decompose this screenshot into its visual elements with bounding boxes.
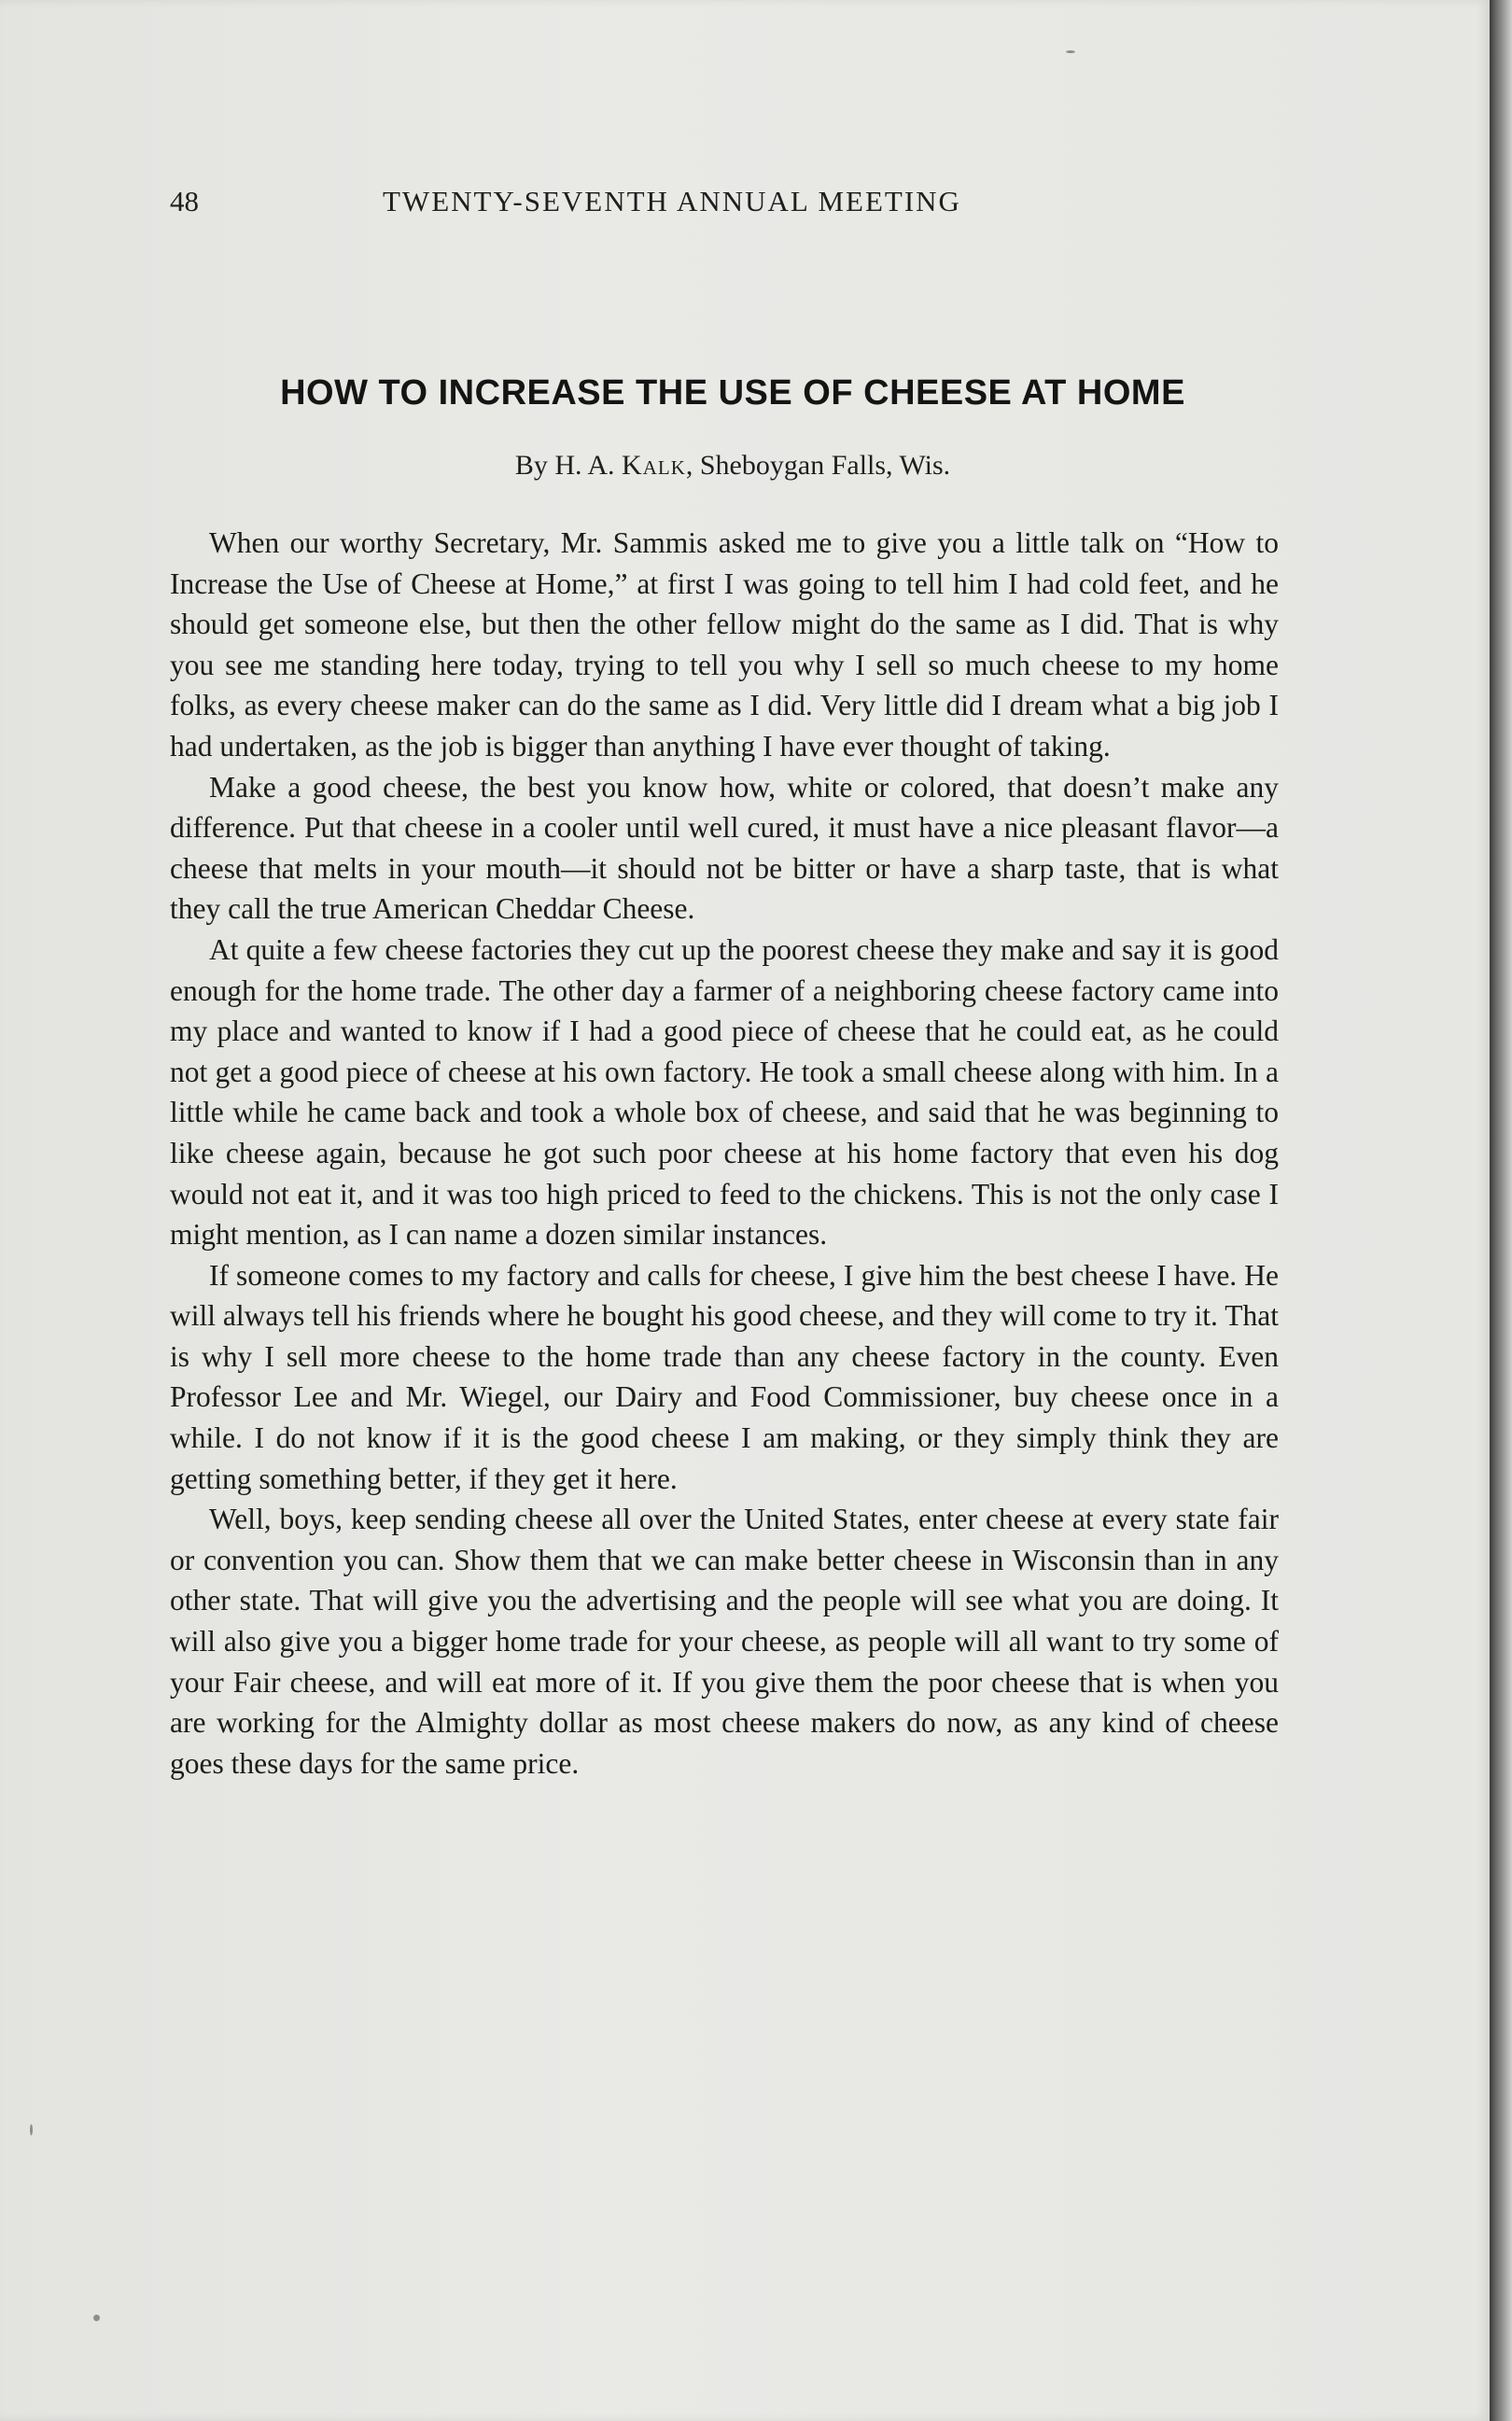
paragraph-1: When our worthy Secretary, Mr. Sammis asked me to give you a little talk on “How to Increase the Use of Cheese at Home,” at first I was going to tell him I had cold feet, and he should get someone else, but then the other fellow might do the same as I did. That is why you see me standing here today, trying to tell you why I sell so much cheese to my home folks, as every cheese maker can do the same as I did. Very little did I dream what a big job I had undertaken, as the job is bigger than anything I have ever thought of taking. [170,526,1279,763]
running-head [170,185,1297,222]
paper-speck [93,2315,100,2321]
byline-prefix: By H. A. [514,450,623,481]
paragraph-3: At quite a few cheese factories they cut up the poorest cheese they make and say it is good enough for the home trade. The other day a farmer of a neighboring cheese factory came into my place and wanted to know if I had a good piece of cheese that he could eat, as he could not get a good piece of cheese at his own factory. He took a small cheese along with him. In a little while he came back and took a whole box of cheese, and said that he was beginning to like cheese again, because he got such poor cheese at his home factory that even his dog would not eat it, and it was too high priced to feed to the chickens. This is not the only case I might mention, as I can name a dozen similar instances. [170,932,1279,1252]
byline [159,450,1307,482]
paragraph-5: Well, boys, keep sending cheese all over the United States, enter cheese at every state fair or convention you can. Show them that we can make better cheese in Wisconsin than in any other state. That will give you the advertising and the people will see what you are doing. It will also give you a bigger home trade for your cheese, as people will all want to try some of your Fair cheese, and will eat more of it. If you give them the poor cheese that is when you are working for the Almighty dollar as most cheese makers do now, as any kind of cheese goes these days for the same price. [170,1503,1279,1780]
paper-speck [1066,50,1075,53]
page-edge-shadow [1490,0,1512,2421]
byline-author-name: Kalk [622,450,686,481]
page-number: 48 [170,185,199,217]
paragraph-2: Make a good cheese, the best you know how, white or colored, that doesn’t make any difference. Put that cheese in a cooler until well cured, it must have a nice pleasant flavor—a cheese that melts in your mouth—it should not be bitter or have a sharp taste, that is what they call the true American Cheddar Cheese. [170,770,1279,926]
article-body [170,523,1279,1784]
running-head-title: TWENTY-SEVENTH ANNUAL MEETING [383,185,961,217]
byline-location: , Sheboygan Falls, Wis. [685,450,951,481]
paragraph-4: If someone comes to my factory and calls for cheese, I give him the best cheese I have. He will always tell his friends where he bought his good cheese, and they will come to try it. That is why I sell more cheese to the home trade than any cheese factory in the county. Even Professor Lee and Mr. Wiegel, our Dairy and Food Commissioner, buy cheese once in a while. I do not know if it is the good cheese I am making, or they simply think they are getting something better, if they get it here. [170,1258,1279,1495]
paper-speck [30,2124,33,2135]
article-title: HOW TO INCREASE THE USE OF CHEESE AT HOME [280,373,1185,413]
